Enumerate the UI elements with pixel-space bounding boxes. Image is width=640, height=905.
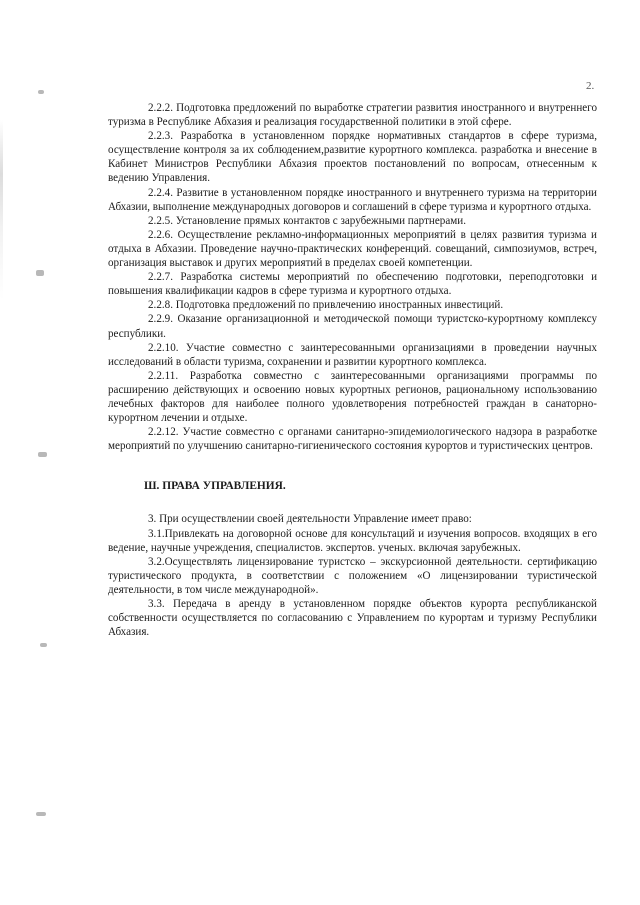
scan-mark (40, 643, 47, 647)
clause-2-2-2: 2.2.2. Подготовка предложений по выработке стратегии развития иностранного и внутреннего туризма в Республике Абхазия и реализация государственной политики в этой сфере. (108, 102, 597, 129)
clause-2-2-12: 2.2.12. Участие совместно с органами санитарно-эпидемиологического надзора в разработке мероприятий по улучшению санитарно-гигиенического состояния курортов и туристических центров. (108, 426, 597, 453)
section-heading: Ш. ПРАВА УПРАВЛЕНИЯ. (144, 480, 286, 493)
clause-3-3: 3.3. Передача в аренду в установленном порядке объектов курорта республиканской собственности осуществляется по согласованию с Управлением по курортам и туризму Республики Абхазия. (108, 598, 597, 639)
clause-3-2: 3.2.Осуществлять лицензирование туристско – экскурсионной деятельности. сертификацию туристического продукта, в соответствии с положением «О лицензировании туристической деятельности, в том числе международной». (108, 555, 597, 596)
clause-2-2-11: 2.2.11. Разработка совместно с заинтересованными организациями программы по расширению действующих и освоению новых курортных регионов, рациональному использованию лечебных факторов для наиболее полного удовлетворения потребностей граждан в санаторно-курортном лечении и отдыхе. (108, 369, 597, 425)
clause-3-1: 3.1.Привлекать на договорной основе для консультаций и изучения вопросов. входящих в его ведение, научные учреждения, специалистов. экспертов. ученых. включая зарубежных. (108, 527, 597, 554)
clause-2-2-6: 2.2.6. Осуществление рекламно-информационных мероприятий в целях развития туризма и отдыха в Абхазии. Проведение научно-практических конференций. совещаний, симпозиумов, встреч, организация выставок и других мероприятий в пределах своей компетенции. (108, 228, 597, 270)
document-body (108, 101, 597, 639)
page-number: 2. (586, 80, 595, 92)
scan-edge-shadow (0, 120, 3, 300)
scan-mark (38, 90, 44, 94)
clause-2-2-10: 2.2.10. Участие совместно с заинтересованными организациями в проведении научных исследований в области туризма, сохранении и развитии курортного комплекса. (108, 341, 597, 368)
clause-2-2-3: 2.2.3. Разработка в установленном порядке нормативных стандартов в сфере туризма, осуществление контроля за их соблюдением,развитие курортного комплекса. разработка и внесение в Кабинет Министров Республики Абхазия проектов постановлений по вопросам, отнесенным к ведению Управления. (108, 130, 597, 185)
clause-2-2-9: 2.2.9. Оказание организационной и методической помощи туристско-курортному комплексу республики. (108, 313, 597, 340)
scan-mark (38, 452, 47, 457)
clause-3: 3. При осуществлении своей деятельности Управление имеет право: (148, 513, 472, 526)
scan-mark (36, 812, 46, 816)
clause-2-2-5: 2.2.5. Установление прямых контактов с зарубежными партнерами. (148, 214, 466, 227)
clause-2-2-7: 2.2.7. Разработка системы мероприятий по обеспечению подготовки, переподготовки и повышения квалификации кадров в сфере туризма и курортного отдыха. (108, 271, 597, 298)
scan-mark (36, 270, 44, 276)
clause-2-2-4: 2.2.4. Развитие в установленном порядке иностранного и внутреннего туризма на территории Абхазии, выполнение международных договоров и соглашений в сфере туризма и курортного отдыха. (108, 186, 597, 213)
clause-2-2-8: 2.2.8. Подготовка предложений по привлечению иностранных инвестиций. (148, 299, 504, 312)
